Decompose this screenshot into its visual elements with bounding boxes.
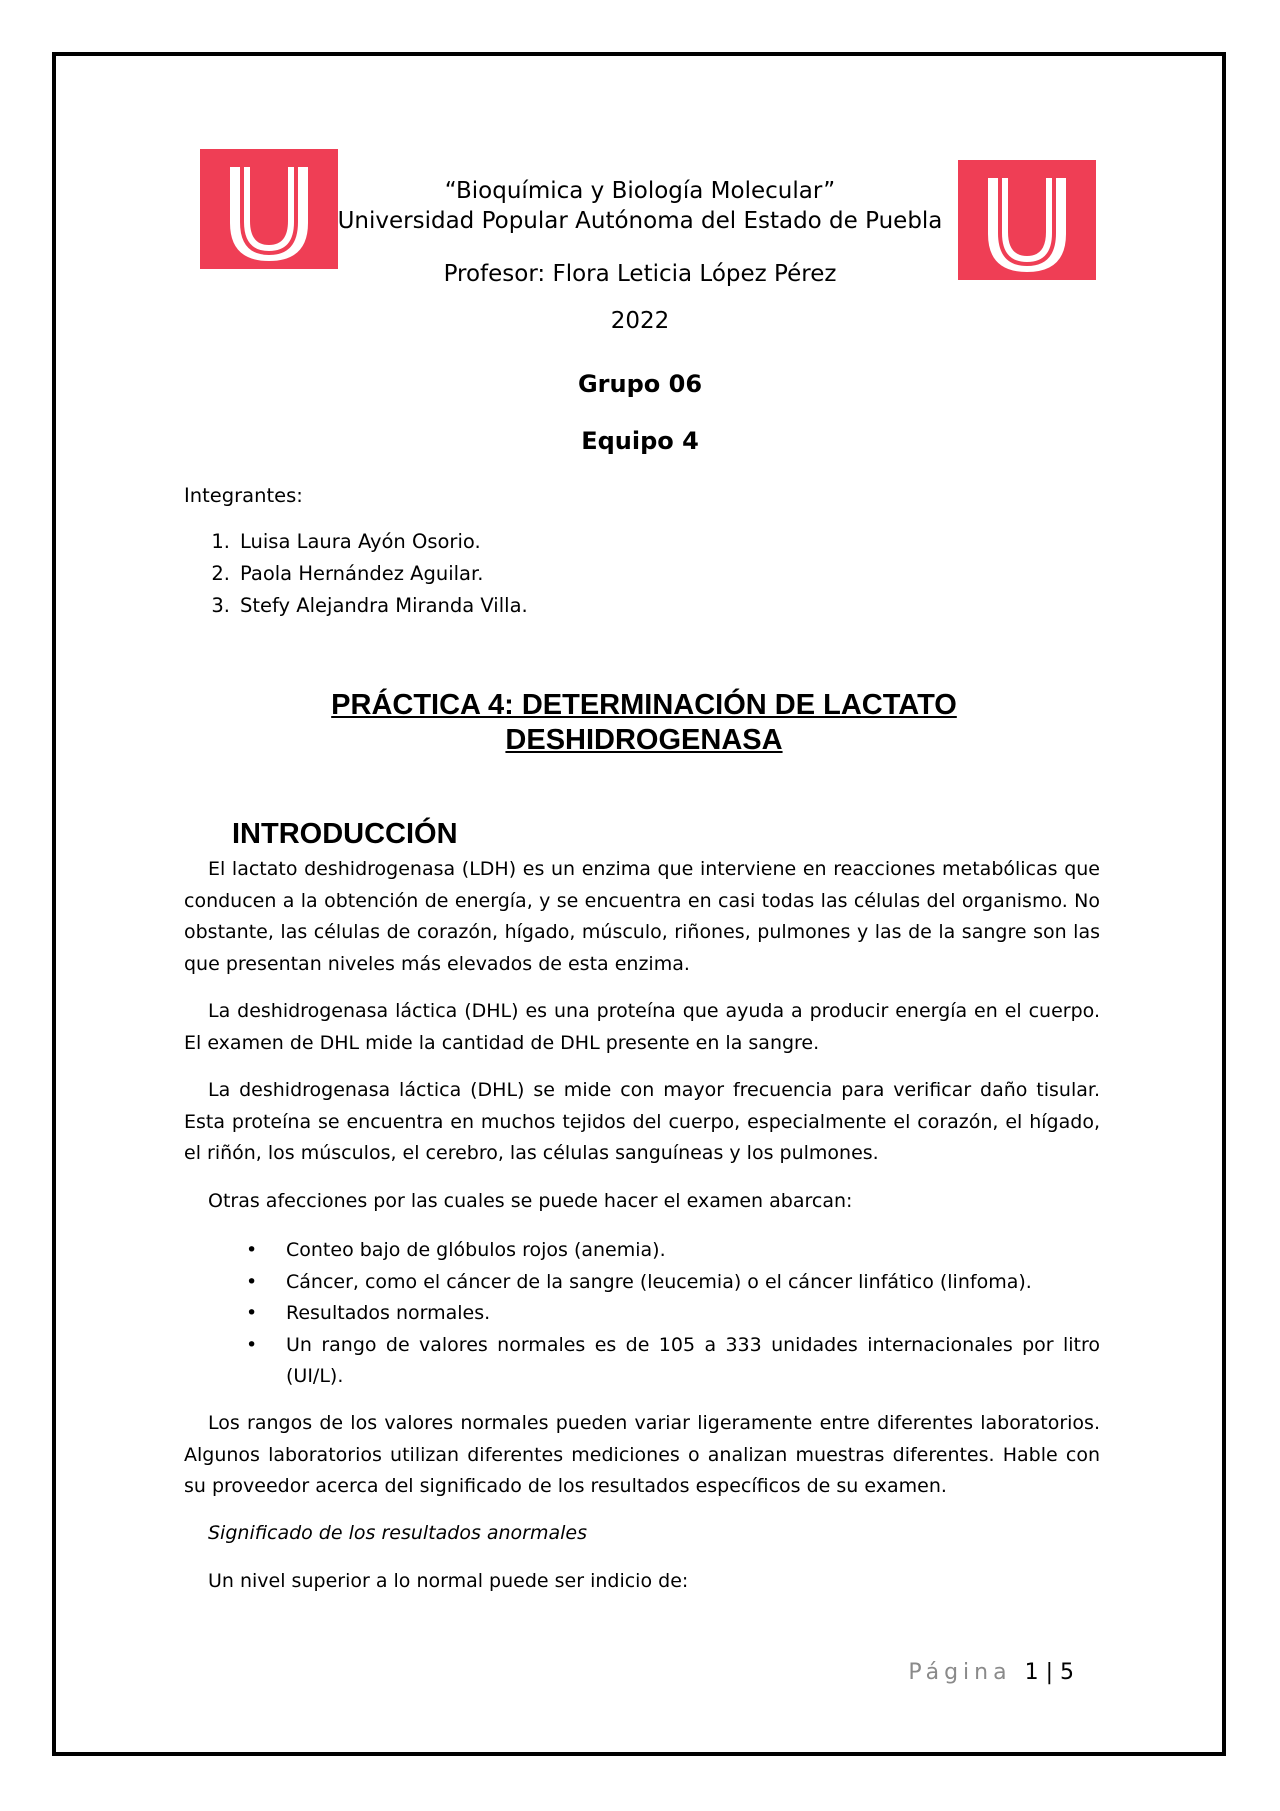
- intro-paragraph-3: La deshidrogenasa láctica (DHL) se mide con mayor frecuencia para verificar daño tisular. Esta proteína se encuentra en muchos tejidos del cuerpo, especialmente el corazón, el hígado, el riñón, los músculos, el cerebro, las células sanguíneas y los pulmones.: [184, 1079, 1100, 1164]
- page-footer: [908, 1660, 1074, 1685]
- university-name: Universidad Popular Autónoma del Estado de Puebla: [337, 208, 943, 234]
- list-item: [184, 1330, 1100, 1393]
- list-item: [184, 1298, 1100, 1330]
- university-logo-right: [958, 160, 1096, 280]
- bullet-icon: •: [246, 1270, 258, 1293]
- intro-paragraph-1: El lactato deshidrogenasa (LDH) es un enzima que interviene en reacciones metabólicas que conducen a la obtención de energía, y se encuentra en casi todas las células del organismo. No obstante, las células de corazón, hígado, músculo, riñones, pulmones y las de la sangre son las que presentan niveles más elevados de esta enzima.: [184, 858, 1100, 975]
- list-item: [184, 1267, 1100, 1299]
- member-number: 1.: [211, 530, 230, 553]
- bullet-icon: •: [246, 1333, 258, 1356]
- group-label: Grupo 06: [577, 370, 703, 398]
- list-item-text: Conteo bajo de glóbulos rojos (anemia).: [286, 1239, 666, 1261]
- member-number: 3.: [211, 594, 230, 617]
- bullet-icon: •: [246, 1302, 258, 1324]
- year: 2022: [610, 308, 670, 334]
- conditions-list: [184, 1235, 1100, 1393]
- member-name: Paola Hernández Aguilar.: [240, 562, 484, 585]
- list-item-text: Cáncer, como el cáncer de la sangre (leucemia) o el cáncer linfático (linfoma).: [286, 1270, 1032, 1293]
- university-logo-left: [200, 149, 338, 269]
- list-item-text: Resultados normales.: [286, 1302, 491, 1324]
- member-name: Stefy Alejandra Miranda Villa.: [240, 594, 528, 617]
- professor-name: Profesor: Flora Leticia López Pérez: [443, 261, 837, 287]
- course-title: “Bioquímica y Biología Molecular”: [444, 178, 836, 204]
- member-name: Luisa Laura Ayón Osorio.: [240, 530, 481, 553]
- page-total: 5: [1060, 1660, 1074, 1685]
- list-item-text: Un rango de valores normales es de 105 a 333 unidades internacionales por litro (UI/L).: [286, 1333, 1100, 1387]
- members-label: Integrantes:: [184, 484, 303, 507]
- title-line-1: PRÁCTICA 4: DETERMINACIÓN DE LACTATO: [331, 689, 957, 721]
- page-separator: |: [1045, 1660, 1053, 1685]
- intro-paragraph-4: Otras afecciones por las cuales se puede hacer el examen abarcan:: [208, 1190, 853, 1212]
- team-label: Equipo 4: [581, 427, 699, 455]
- title-line-2: DESHIDROGENASA: [505, 724, 783, 756]
- page-number: 1: [1024, 1660, 1039, 1685]
- document-title: [184, 688, 1104, 758]
- intro-paragraph-7: Un nivel superior a lo normal puede ser indicio de:: [208, 1570, 689, 1592]
- abnormal-results-subheading: Significado de los resultados anormales: [208, 1522, 588, 1544]
- member-number: 2.: [211, 562, 230, 585]
- bullet-icon: •: [246, 1239, 258, 1261]
- page-label: Página: [908, 1660, 1012, 1685]
- intro-paragraph-5: Los rangos de los valores normales pueden variar ligeramente entre diferentes laboratorios. Algunos laboratorios utilizan diferentes mediciones o analizan muestras diferentes. Hable con su proveedor acerca del significado de los resultados específicos de su examen.: [184, 1412, 1100, 1497]
- intro-paragraph-2: La deshidrogenasa láctica (DHL) es una proteína que ayuda a producir energía en el cuerpo. El examen de DHL mide la cantidad de DHL presente en la sangre.: [184, 1000, 1100, 1054]
- list-item: [184, 1235, 1100, 1267]
- intro-heading: INTRODUCCIÓN: [232, 818, 458, 850]
